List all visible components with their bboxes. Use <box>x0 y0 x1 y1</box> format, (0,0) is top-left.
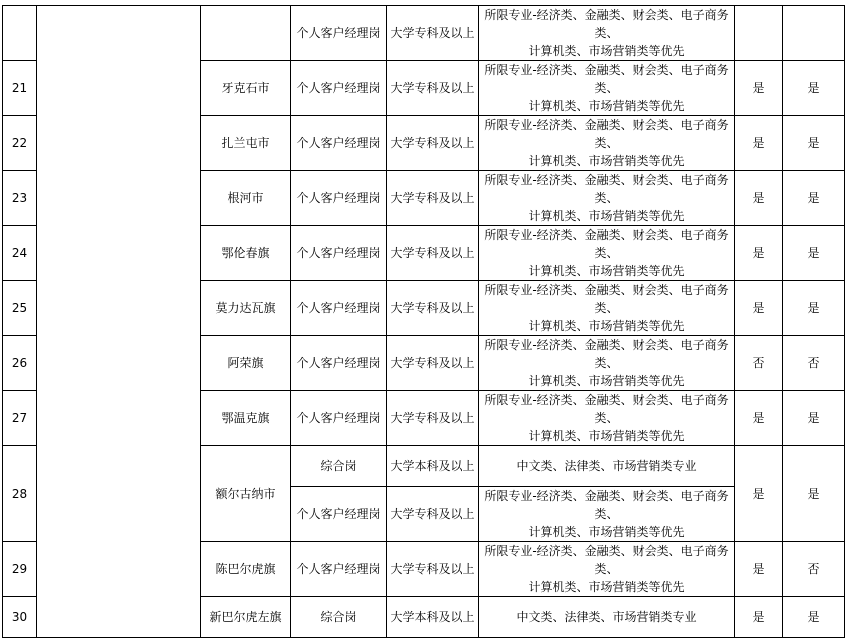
position-cell: 个人客户经理岗 <box>291 487 387 542</box>
flag-cell-1: 是 <box>735 171 783 226</box>
flag-cell-1: 是 <box>735 116 783 171</box>
flag-cell-2 <box>783 6 845 61</box>
requirement-line-2: 计算机类、市场营销类等优先 <box>528 525 685 539</box>
position-cell: 个人客户经理岗 <box>291 542 387 597</box>
flag-cell-2: 否 <box>783 542 845 597</box>
location-cell <box>201 6 291 61</box>
row-number-cell: 26 <box>3 336 37 391</box>
flag-cell-2: 否 <box>783 336 845 391</box>
requirement-cell <box>479 336 735 391</box>
row-number-cell: 24 <box>3 226 37 281</box>
education-cell: 大学专科及以上 <box>387 116 479 171</box>
requirement-line-2: 计算机类、市场营销类等优先 <box>528 44 685 58</box>
requirement-line-2: 计算机类、市场营销类等优先 <box>528 374 685 388</box>
location-cell: 牙克石市 <box>201 61 291 116</box>
location-cell: 莫力达瓦旗 <box>201 281 291 336</box>
location-cell: 扎兰屯市 <box>201 116 291 171</box>
flag-cell-1: 否 <box>735 336 783 391</box>
flag-cell-2: 是 <box>783 61 845 116</box>
requirement-cell <box>479 171 735 226</box>
position-cell: 个人客户经理岗 <box>291 116 387 171</box>
requirement-line-2: 计算机类、市场营销类等优先 <box>528 580 685 594</box>
recruitment-table <box>2 5 845 638</box>
requirement-cell <box>479 597 735 638</box>
flag-cell-1: 是 <box>735 281 783 336</box>
position-cell: 个人客户经理岗 <box>291 171 387 226</box>
location-cell: 根河市 <box>201 171 291 226</box>
row-number-cell: 21 <box>3 61 37 116</box>
education-cell: 大学专科及以上 <box>387 281 479 336</box>
requirement-line-1: 所限专业-经济类、金融类、财会类、电子商务类、 <box>484 393 729 425</box>
requirement-cell <box>479 542 735 597</box>
requirement-line-1: 所限专业-经济类、金融类、财会类、电子商务类、 <box>484 283 729 315</box>
requirement-cell <box>479 487 735 542</box>
requirement-line-2: 计算机类、市场营销类等优先 <box>528 264 685 278</box>
requirement-line-1: 中文类、法律类、市场营销类专业 <box>516 459 697 473</box>
region-cell <box>37 6 201 638</box>
location-cell: 陈巴尔虎旗 <box>201 542 291 597</box>
requirement-line-1: 所限专业-经济类、金融类、财会类、电子商务类、 <box>484 63 729 95</box>
education-cell: 大学专科及以上 <box>387 391 479 446</box>
education-cell: 大学专科及以上 <box>387 171 479 226</box>
requirement-cell <box>479 226 735 281</box>
position-cell: 综合岗 <box>291 597 387 638</box>
flag-cell-2: 是 <box>783 446 845 542</box>
requirement-line-1: 所限专业-经济类、金融类、财会类、电子商务类、 <box>484 338 729 370</box>
requirement-cell <box>479 116 735 171</box>
location-cell: 鄂温克旗 <box>201 391 291 446</box>
flag-cell-1: 是 <box>735 391 783 446</box>
requirement-line-2: 计算机类、市场营销类等优先 <box>528 209 685 223</box>
education-cell: 大学专科及以上 <box>387 336 479 391</box>
requirement-line-1: 所限专业-经济类、金融类、财会类、电子商务类、 <box>484 8 729 40</box>
position-cell: 综合岗 <box>291 446 387 487</box>
flag-cell-1: 是 <box>735 61 783 116</box>
flag-cell-1: 是 <box>735 542 783 597</box>
education-cell: 大学专科及以上 <box>387 226 479 281</box>
flag-cell-2: 是 <box>783 226 845 281</box>
requirement-line-2: 计算机类、市场营销类等优先 <box>528 429 685 443</box>
row-number-cell: 25 <box>3 281 37 336</box>
requirement-line-2: 计算机类、市场营销类等优先 <box>528 99 685 113</box>
education-cell: 大学本科及以上 <box>387 597 479 638</box>
table-row <box>3 6 845 61</box>
position-cell: 个人客户经理岗 <box>291 6 387 61</box>
requirement-line-1: 所限专业-经济类、金融类、财会类、电子商务类、 <box>484 228 729 260</box>
location-cell: 鄂伦春旗 <box>201 226 291 281</box>
flag-cell-2: 是 <box>783 281 845 336</box>
requirement-line-1: 所限专业-经济类、金融类、财会类、电子商务类、 <box>484 489 729 521</box>
flag-cell-1 <box>735 6 783 61</box>
position-cell: 个人客户经理岗 <box>291 226 387 281</box>
requirement-cell <box>479 391 735 446</box>
flag-cell-1: 是 <box>735 226 783 281</box>
row-number-cell: 30 <box>3 597 37 638</box>
position-cell: 个人客户经理岗 <box>291 391 387 446</box>
requirement-line-1: 所限专业-经济类、金融类、财会类、电子商务类、 <box>484 173 729 205</box>
flag-cell-1: 是 <box>735 446 783 542</box>
education-cell: 大学本科及以上 <box>387 446 479 487</box>
flag-cell-2: 是 <box>783 116 845 171</box>
row-number-cell: 23 <box>3 171 37 226</box>
location-cell: 阿荣旗 <box>201 336 291 391</box>
row-number-cell: 28 <box>3 446 37 542</box>
location-cell: 额尔古纳市 <box>201 446 291 542</box>
education-cell: 大学专科及以上 <box>387 487 479 542</box>
table-body <box>3 6 845 638</box>
requirement-cell <box>479 446 735 487</box>
requirement-cell <box>479 6 735 61</box>
requirement-cell <box>479 281 735 336</box>
education-cell: 大学专科及以上 <box>387 542 479 597</box>
requirement-line-1: 所限专业-经济类、金融类、财会类、电子商务类、 <box>484 544 729 576</box>
education-cell: 大学专科及以上 <box>387 61 479 116</box>
position-cell: 个人客户经理岗 <box>291 336 387 391</box>
requirement-line-1: 中文类、法律类、市场营销类专业 <box>516 610 697 624</box>
position-cell: 个人客户经理岗 <box>291 61 387 116</box>
row-number-cell <box>3 6 37 61</box>
flag-cell-2: 是 <box>783 171 845 226</box>
education-cell: 大学专科及以上 <box>387 6 479 61</box>
requirement-cell <box>479 61 735 116</box>
recruitment-table-sheet <box>2 5 845 638</box>
row-number-cell: 22 <box>3 116 37 171</box>
requirement-line-1: 所限专业-经济类、金融类、财会类、电子商务类、 <box>484 118 729 150</box>
flag-cell-2: 是 <box>783 597 845 638</box>
row-number-cell: 27 <box>3 391 37 446</box>
location-cell: 新巴尔虎左旗 <box>201 597 291 638</box>
row-number-cell: 29 <box>3 542 37 597</box>
requirement-line-2: 计算机类、市场营销类等优先 <box>528 154 685 168</box>
requirement-line-2: 计算机类、市场营销类等优先 <box>528 319 685 333</box>
position-cell: 个人客户经理岗 <box>291 281 387 336</box>
flag-cell-2: 是 <box>783 391 845 446</box>
flag-cell-1: 是 <box>735 597 783 638</box>
